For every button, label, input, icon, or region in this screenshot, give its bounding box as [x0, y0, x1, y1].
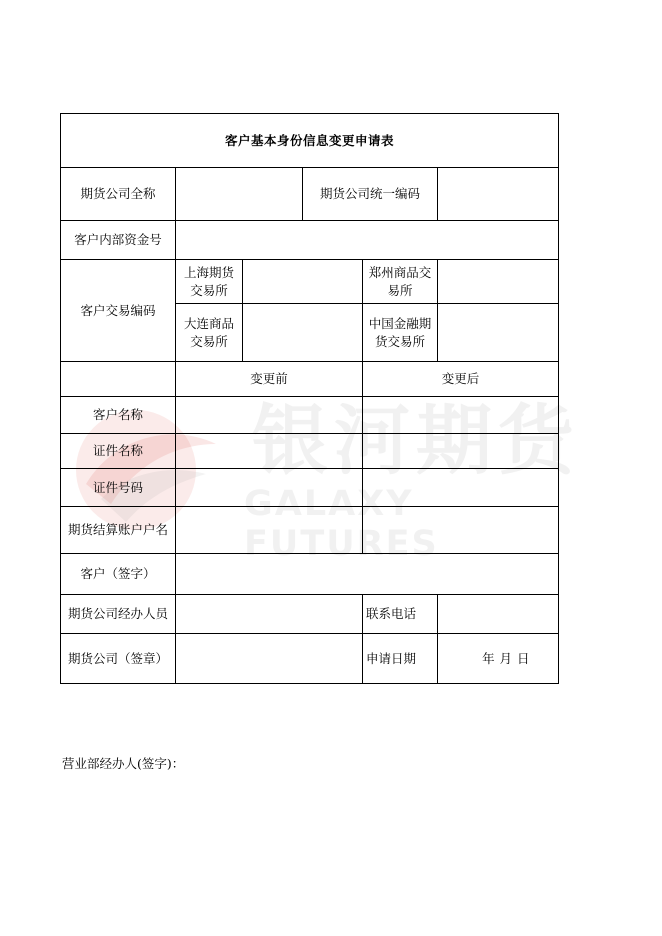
id-type-label: 证件名称 — [61, 434, 176, 469]
apply-date-field[interactable]: 年 月 日 — [438, 634, 559, 684]
client-name-after-field[interactable] — [363, 397, 559, 434]
client-signature-label: 客户（签字） — [61, 554, 176, 595]
before-change-header: 变更前 — [176, 362, 363, 397]
settlement-account-after-field[interactable] — [363, 507, 559, 554]
company-code-label: 期货公司统一编码 — [303, 168, 438, 221]
cffex-label: 中国金融期货交易所 — [363, 304, 438, 362]
trading-code-label: 客户交易编码 — [61, 260, 176, 362]
watermark-en: GALAXY FUTURES — [244, 484, 439, 564]
internal-fund-no-field[interactable] — [176, 221, 559, 260]
dce-code-field[interactable] — [243, 304, 363, 362]
after-change-header: 变更后 — [363, 362, 559, 397]
company-code-field[interactable] — [438, 168, 559, 221]
handler-label: 期货公司经办人员 — [61, 595, 176, 634]
phone-label: 联系电话 — [363, 595, 438, 634]
id-number-after-field[interactable] — [363, 469, 559, 507]
client-name-before-field[interactable] — [176, 397, 363, 434]
company-seal-label: 期货公司（签章） — [61, 634, 176, 684]
settlement-account-name-label: 期货结算账户户名 — [61, 507, 176, 554]
czce-label: 郑州商品交易所 — [363, 260, 438, 304]
client-signature-field[interactable] — [176, 554, 559, 595]
cffex-code-field[interactable] — [438, 304, 559, 362]
id-type-before-field[interactable] — [176, 434, 363, 469]
phone-field[interactable] — [438, 595, 559, 634]
client-name-label: 客户名称 — [61, 397, 176, 434]
change-request-form — [60, 113, 559, 684]
company-seal-field[interactable] — [176, 634, 363, 684]
dce-label: 大连商品交易所 — [176, 304, 243, 362]
settlement-account-before-field[interactable] — [176, 507, 363, 554]
company-full-name-field[interactable] — [176, 168, 303, 221]
czce-code-field[interactable] — [438, 260, 559, 304]
form-title: 客户基本身份信息变更申请表 — [61, 114, 559, 168]
branch-handler-signature: 营业部经办人(签字)： — [62, 756, 185, 771]
shfe-label: 上海期货交易所 — [176, 260, 243, 304]
id-number-label: 证件号码 — [61, 469, 176, 507]
watermark-cn: 银河期货 — [252, 396, 580, 485]
id-number-before-field[interactable] — [176, 469, 363, 507]
shfe-code-field[interactable] — [243, 260, 363, 304]
apply-date-label: 申请日期 — [363, 634, 438, 684]
company-full-name-label: 期货公司全称 — [61, 168, 176, 221]
internal-fund-no-label: 客户内部资金号 — [61, 221, 176, 260]
empty-header-cell — [61, 362, 176, 397]
handler-field[interactable] — [176, 595, 363, 634]
id-type-after-field[interactable] — [363, 434, 559, 469]
